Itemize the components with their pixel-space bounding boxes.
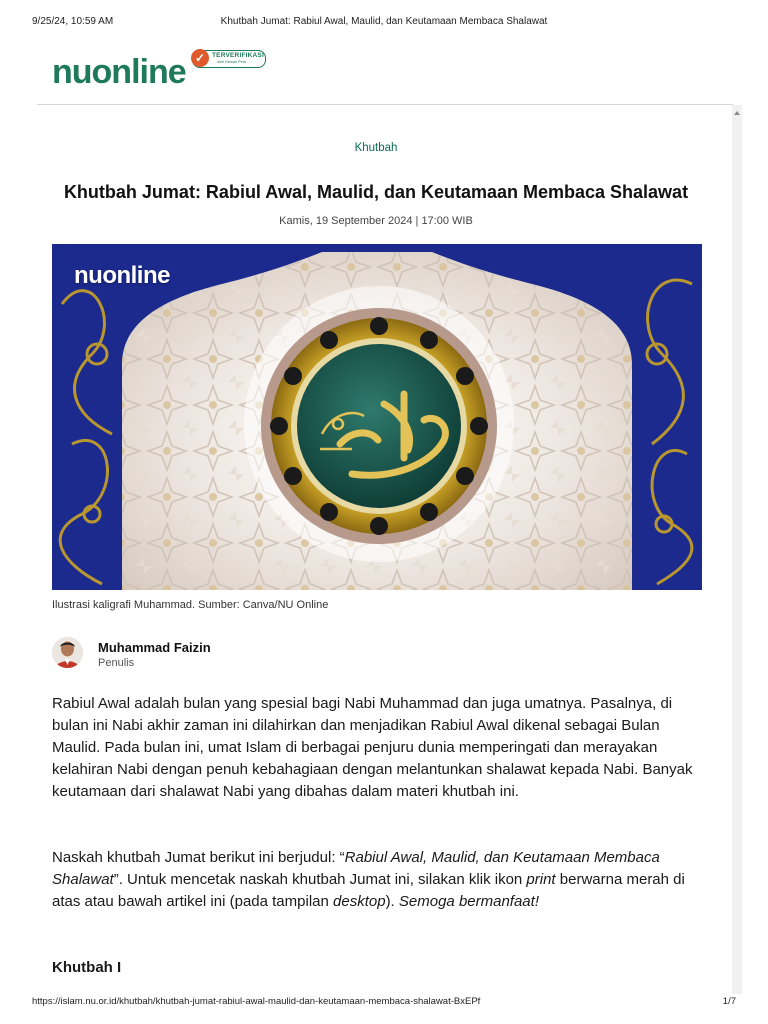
p2-italic-title: Rabiul Awal, Maulid, dan Keutamaan Membaca Shalawat [52,849,660,888]
verified-badge [192,50,266,68]
author-role: Penulis [98,657,135,669]
section-heading: Khutbah I [52,959,122,976]
header-divider [37,104,733,105]
p2-text-e: berwarna merah di atas atau bawah artikel ini (pada tampilan [52,871,685,910]
scrollbar[interactable] [732,105,742,994]
author-block[interactable] [52,637,352,671]
print-footer [0,994,768,1010]
paragraph-instructions [52,847,712,913]
hero-watermark-logo: nuonline [74,262,170,289]
p2-text-a: Naskah khutbah Jumat berikut ini berjudul: “ [52,849,345,866]
p2-text-c: ”. Untuk mencetak naskah khutbah Jumat ini, silakan klik ikon [113,871,527,888]
scroll-up-icon[interactable] [734,111,740,115]
verified-badge-sub: oleh Dewan Pers [217,60,246,64]
checkmark-icon: ✓ [191,49,209,67]
article-date: Kamis, 19 September 2024 | 17:00 WIB [279,215,473,227]
p2-italic-desktop: desktop [333,893,386,910]
image-caption: Ilustrasi kaligrafi Muhammad. Sumber: Canva/NU Online [52,599,329,611]
hero-illustration [52,244,702,590]
site-logo[interactable] [52,50,264,94]
verified-badge-label: TERVERIFIKASI [212,52,264,59]
author-portrait-icon [52,637,83,668]
p2-italic-closing: Semoga bermanfaat! [398,893,539,910]
site-logo-text: nuonline [52,53,186,91]
author-name[interactable]: Muhammad Faizin [98,640,211,655]
article-category[interactable]: Khutbah [354,142,398,154]
p2-italic-print: print [526,871,556,888]
print-timestamp: 9/25/24, 10:59 AM [32,16,114,27]
print-document-title: Khutbah Jumat: Rabiul Awal, Maulid, dan Keutamaan Membaca Shalawat [220,16,548,27]
hero-image [52,244,702,590]
article-title: Khutbah Jumat: Rabiul Awal, Maulid, dan Keutamaan Membaca Shalawat [63,182,689,202]
paragraph-intro: Rabiul Awal adalah bulan yang spesial bagi Nabi Muhammad dan juga umatnya. Pasalnya, di bulan ini Nabi akhir zaman ini dilahirkan dan menjadikan Rabiul Awal dikenal sebagai Bulan Maulid. Pada bulan ini, umat Islam di berbagai penjuru dunia memperingati dan merayakan kelahiran Nabi dengan penuh kebahagiaan dengan melantunkan shalawat kepada Nabi. Banyak keutamaan dari shalawat Nabi yang dibahas dalam materi khutbah ini. [52,695,693,800]
print-page-number: 1/7 [722,996,736,1007]
p2-text-g: ). [385,893,399,910]
print-url: https://islam.nu.or.id/khutbah/khutbah-jumat-rabiul-awal-maulid-dan-keutamaan-membaca-shalawat-BxEPf [32,996,481,1007]
print-header [0,14,768,30]
avatar[interactable] [52,637,83,668]
